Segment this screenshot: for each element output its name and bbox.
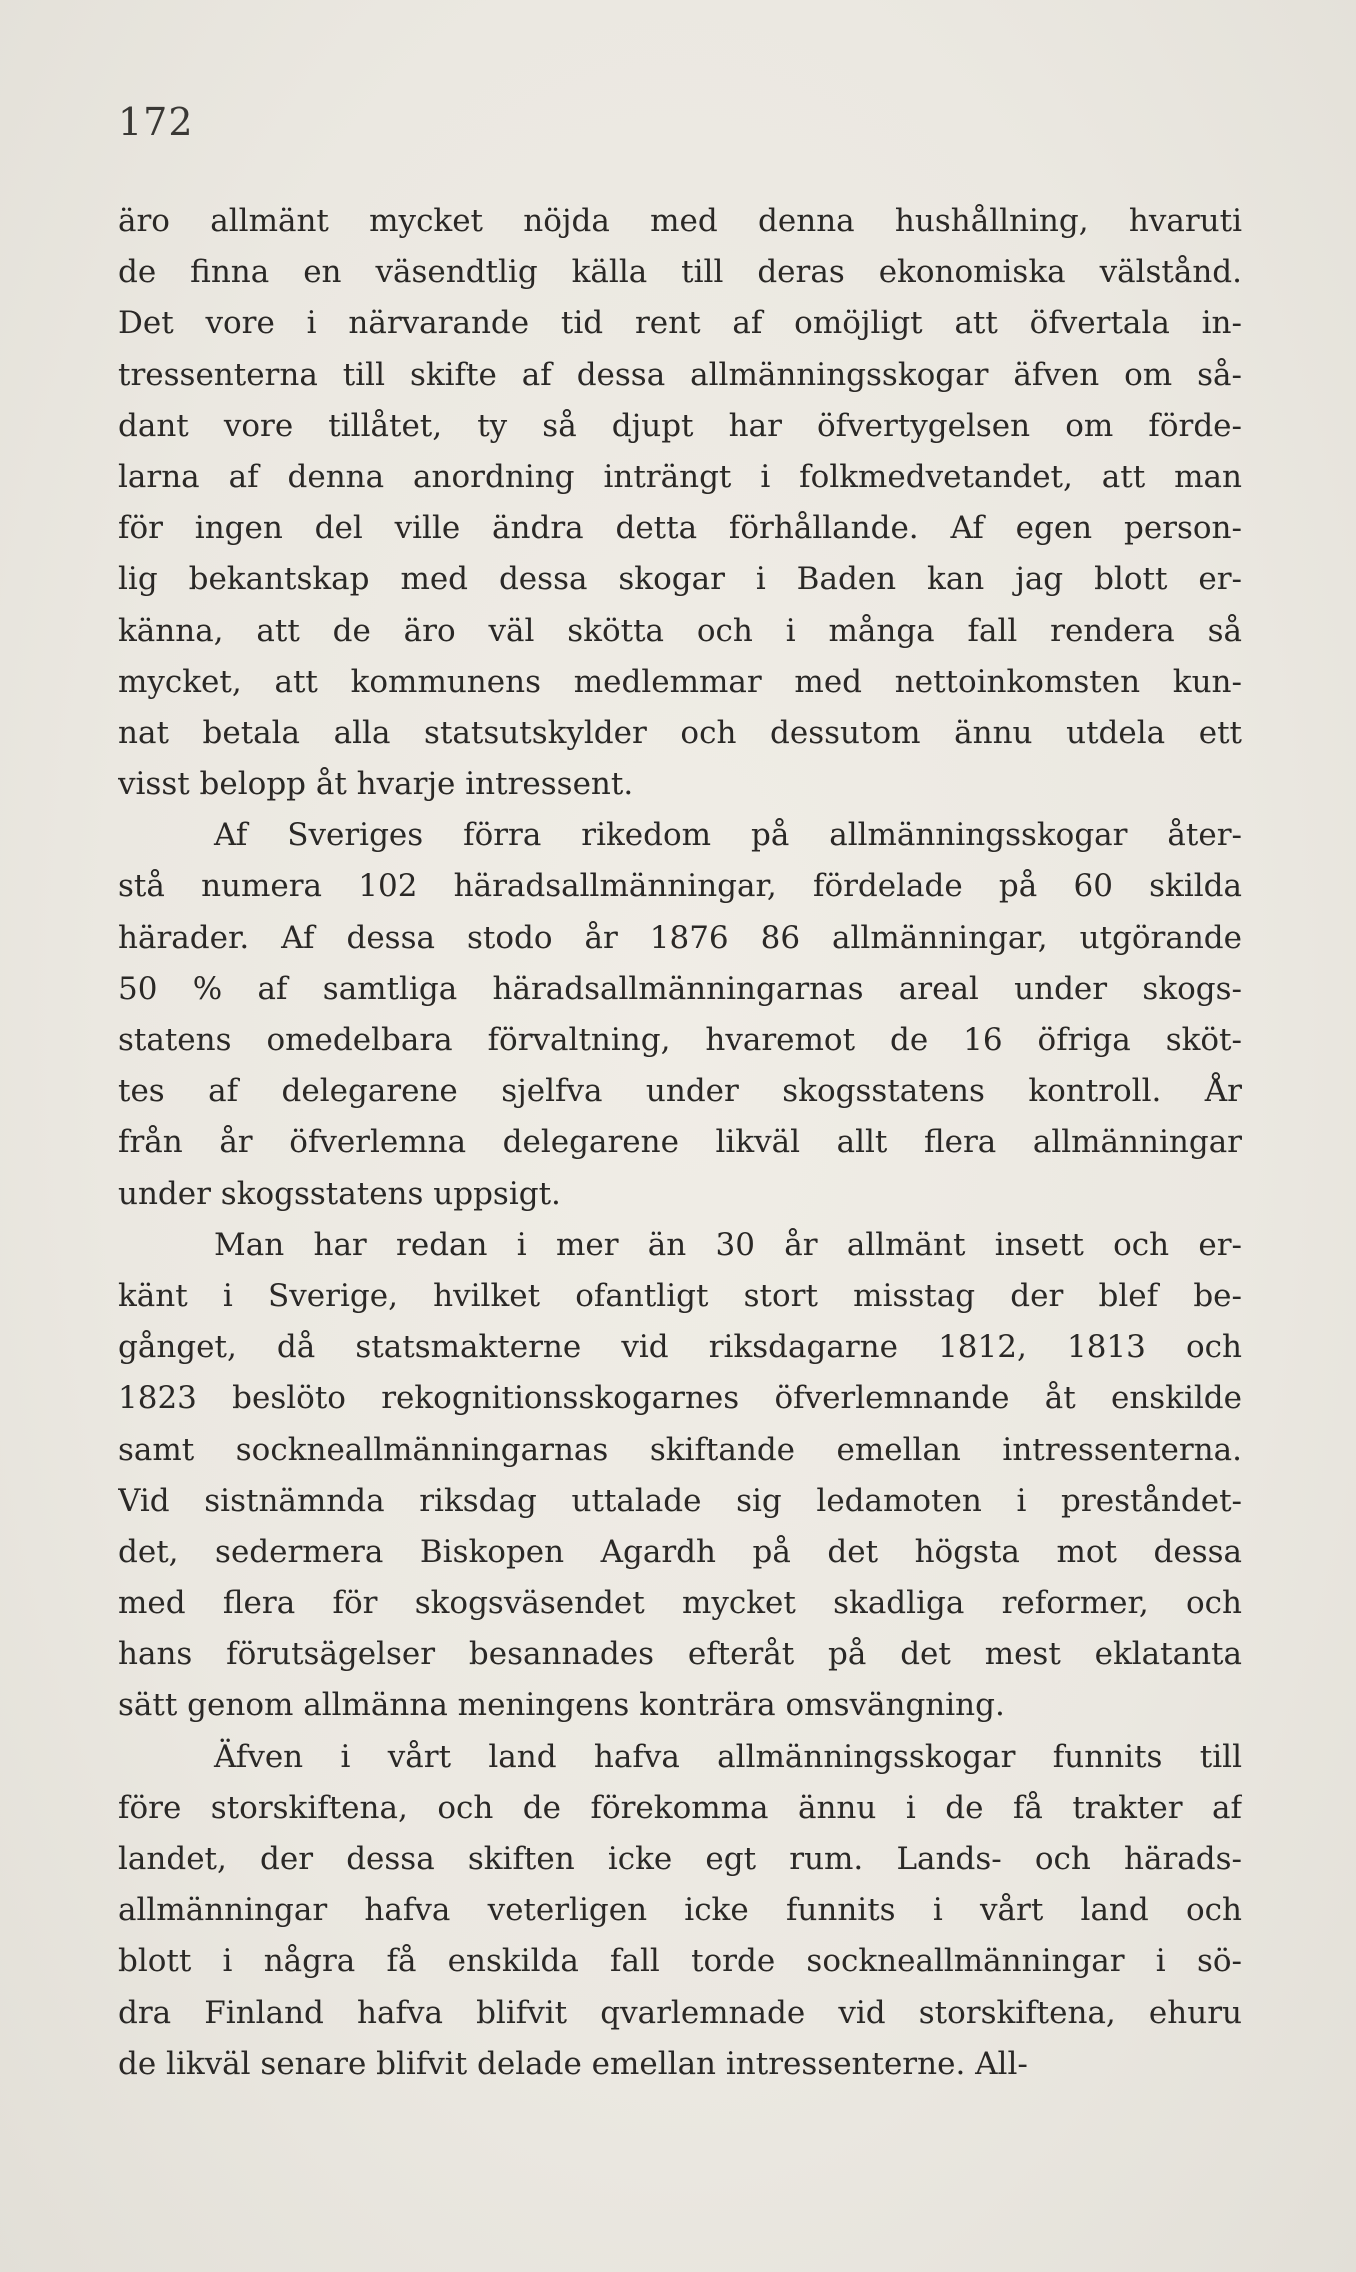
text-line: 50 % af samtliga häradsallmänningarnas areal under skogs-: [118, 970, 1242, 1007]
paragraph: [118, 1732, 1242, 2090]
text-line: gånget, då statsmakterne vid riksdagarne 1812, 1813 och: [118, 1329, 1242, 1366]
text-line: Man har redan i mer än 30 år allmänt insett och er-: [214, 1226, 1242, 1263]
text-line: mycket, att kommunens medlemmar med nettoinkomsten kun-: [118, 663, 1242, 700]
text-line: de likväl senare blifvit delade emellan intressenterne. All-: [118, 2045, 1028, 2082]
text-line: Vid sistnämnda riksdag uttalade sig ledamoten i preståndet-: [118, 1482, 1242, 1519]
page-number: 172: [118, 100, 194, 144]
text-line: lig bekantskap med dessa skogar i Baden kan jag blott er-: [118, 561, 1242, 598]
text-line: känna, att de äro väl skötta och i många fall rendera så: [118, 612, 1242, 649]
text-line: tressenterna till skifte af dessa allmänningsskogar äfven om så-: [118, 356, 1242, 393]
text-line: tes af delegarene sjelfva under skogsstatens kontroll. År: [118, 1073, 1242, 1110]
text-line: landet, der dessa skiften icke egt rum. Lands- och härads-: [118, 1841, 1242, 1877]
text-line: med flera för skogsväsendet mycket skadliga reformer, och: [118, 1585, 1242, 1622]
text-line: visst belopp åt hvarje intressent.: [118, 766, 634, 803]
text-line: härader. Af dessa stodo år 1876 86 allmänningar, utgörande: [118, 919, 1242, 956]
text-line: statens omedelbara förvaltning, hvaremot de 16 öfriga sköt-: [118, 1022, 1242, 1058]
text-line: allmänningar hafva veterligen icke funnits i vårt land och: [118, 1892, 1242, 1929]
text-line: blott i några få enskilda fall torde sockneallmänningar i sö-: [118, 1943, 1242, 1980]
text-line: Af Sveriges förra rikedom på allmänningsskogar åter-: [214, 817, 1242, 854]
body-text: [118, 196, 1242, 2090]
text-line: stå numera 102 häradsallmänningar, fördelade på 60 skilda: [118, 868, 1242, 905]
text-line: från år öfverlemna delegarene likväl allt flera allmänningar: [118, 1124, 1242, 1161]
text-line: det, sedermera Biskopen Agardh på det högsta mot dessa: [118, 1533, 1242, 1570]
text-line: Äfven i vårt land hafva allmänningsskogar funnits till: [214, 1738, 1242, 1775]
paragraph: [118, 196, 1242, 810]
text-line: 1823 beslöto rekognitionsskogarnes öfverlemnande åt enskilde: [118, 1380, 1242, 1417]
text-line: Det vore i närvarande tid rent af omöjligt att öfvertala in-: [118, 305, 1242, 342]
text-line: dra Finland hafva blifvit qvarlemnade vid storskiftena, ehuru: [118, 1994, 1242, 2031]
text-line: nat betala alla statsutskylder och dessutom ännu utdela ett: [118, 714, 1242, 751]
text-line: äro allmänt mycket nöjda med denna hushållning, hvaruti: [118, 203, 1242, 239]
paragraph: [118, 1220, 1242, 1732]
text-line: sätt genom allmänna meningens konträra omsvängning.: [118, 1687, 1005, 1724]
text-line: under skogsstatens uppsigt.: [118, 1175, 561, 1212]
text-line: för ingen del ville ändra detta förhållande. Af egen person-: [118, 510, 1242, 547]
text-line: hans förutsägelser besannades efteråt på det mest eklatanta: [118, 1636, 1242, 1673]
text-line: dant vore tillåtet, ty så djupt har öfvertygelsen om förde-: [118, 407, 1242, 444]
text-line: före storskiftena, och de förekomma ännu i de få trakter af: [118, 1789, 1242, 1826]
text-line: larna af denna anordning inträngt i folkmedvetandet, att man: [118, 458, 1242, 495]
text-line: känt i Sverige, hvilket ofantligt stort misstag der blef be-: [118, 1277, 1242, 1314]
text-line: samt sockneallmänningarnas skiftande emellan intressenterna.: [118, 1431, 1242, 1468]
paragraph: [118, 810, 1242, 1220]
text-line: de finna en väsendtlig källa till deras ekonomiska välstånd.: [118, 254, 1242, 291]
